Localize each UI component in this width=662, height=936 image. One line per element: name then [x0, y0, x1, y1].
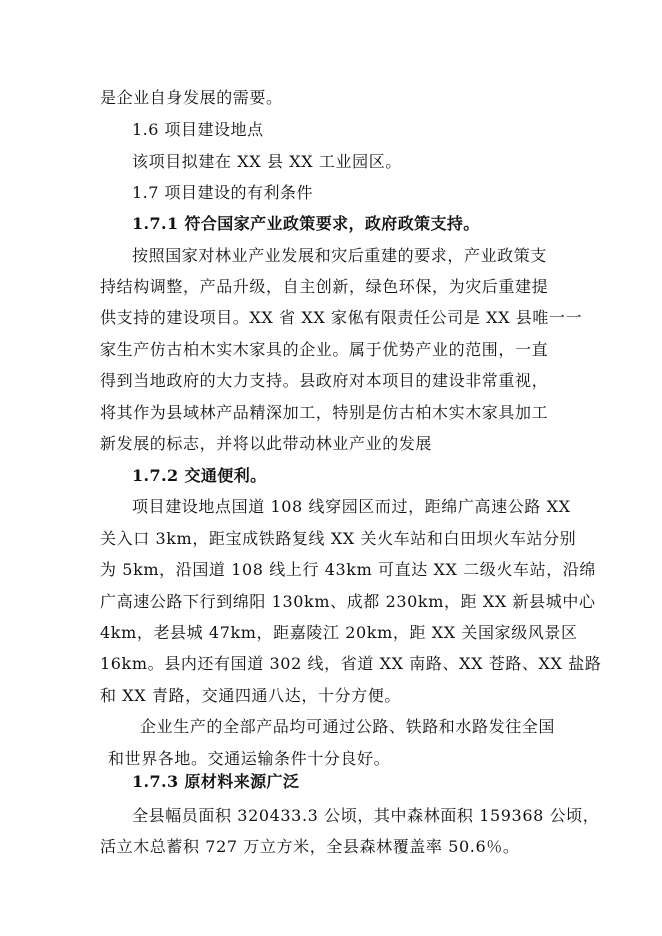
- text-line-10: 得到当地政府的大力支持。县政府对本项目的建设非常重视，: [100, 371, 549, 390]
- text-line-8: 供支持的建设项目。XX 省 XX 家俬有限责任公司是 XX 县唯一一: [100, 308, 583, 327]
- text-line-9: 家生产仿古柏木实木家具的企业。属于优势产业的范围，一直: [100, 340, 549, 359]
- text-line-11: 将其作为县域林产品精深加工，特别是仿古柏木实木家具加工: [100, 403, 549, 422]
- text-line-20: 和 XX 青路，交通四通八达，十分方便。: [100, 686, 401, 705]
- text-line-18: 4km，老县城 47km，距嘉陵江 20km，距 XX 关国家级风景区: [100, 623, 578, 642]
- text-line-16: 为 5km，沿国道 108 线上行 43km 可直达 XX 二级火车站，沿绵: [100, 560, 596, 579]
- text-line-25: 活立木总蓄积 727 万立方米，全县森林覆盖率 50.6％。: [100, 837, 520, 856]
- section-heading-1-6: 1.6 项目建设地点: [132, 120, 264, 139]
- text-line-3: 该项目拟建在 XX 县 XX 工业园区。: [132, 152, 402, 171]
- text-line-12: 新发展的标志，并将以此带动林业产业的发展: [100, 434, 433, 453]
- text-line-15: 关入口 3km，距宝成铁路复线 XX 关火车站和白田坝火车站分别: [100, 529, 577, 548]
- section-heading-1-7: 1.7 项目建设的有利条件: [132, 183, 314, 202]
- subsection-heading-1-7-1: 1.7.1 符合国家产业政策要求，政府政策支持。: [132, 214, 480, 233]
- subsection-heading-1-7-2: 1.7.2 交通便利。: [132, 466, 267, 485]
- text-line-1: 是企业自身发展的需要。: [100, 88, 283, 107]
- text-line-24: 全县幅员面积 320433.3 公顷，其中森林面积 159368 公顷，: [132, 806, 600, 825]
- text-line-19: 16km。县内还有国道 302 线，省道 XX 南路、XX 苍路、XX 盐路: [100, 654, 602, 673]
- text-line-22: 和世界各地。交通运输条件十分良好。: [108, 749, 391, 768]
- text-line-17: 广高速公路下行到绵阳 130km、成都 230km，距 XX 新县城中心: [100, 592, 596, 611]
- text-line-6: 按照国家对林业产业发展和灾后重建的要求，产业政策支: [132, 246, 548, 265]
- text-line-7: 持结构调整，产品升级，自主创新，绿色环保，为灾后重建提: [100, 277, 549, 296]
- subsection-heading-1-7-3: 1.7.3 原材料来源广泛: [132, 772, 300, 791]
- text-line-21: 企业生产的全部产品均可通过公路、铁路和水路发往全国: [140, 717, 556, 736]
- text-line-14: 项目建设地点国道 108 线穿园区而过，距绵广高速公路 XX: [132, 497, 571, 516]
